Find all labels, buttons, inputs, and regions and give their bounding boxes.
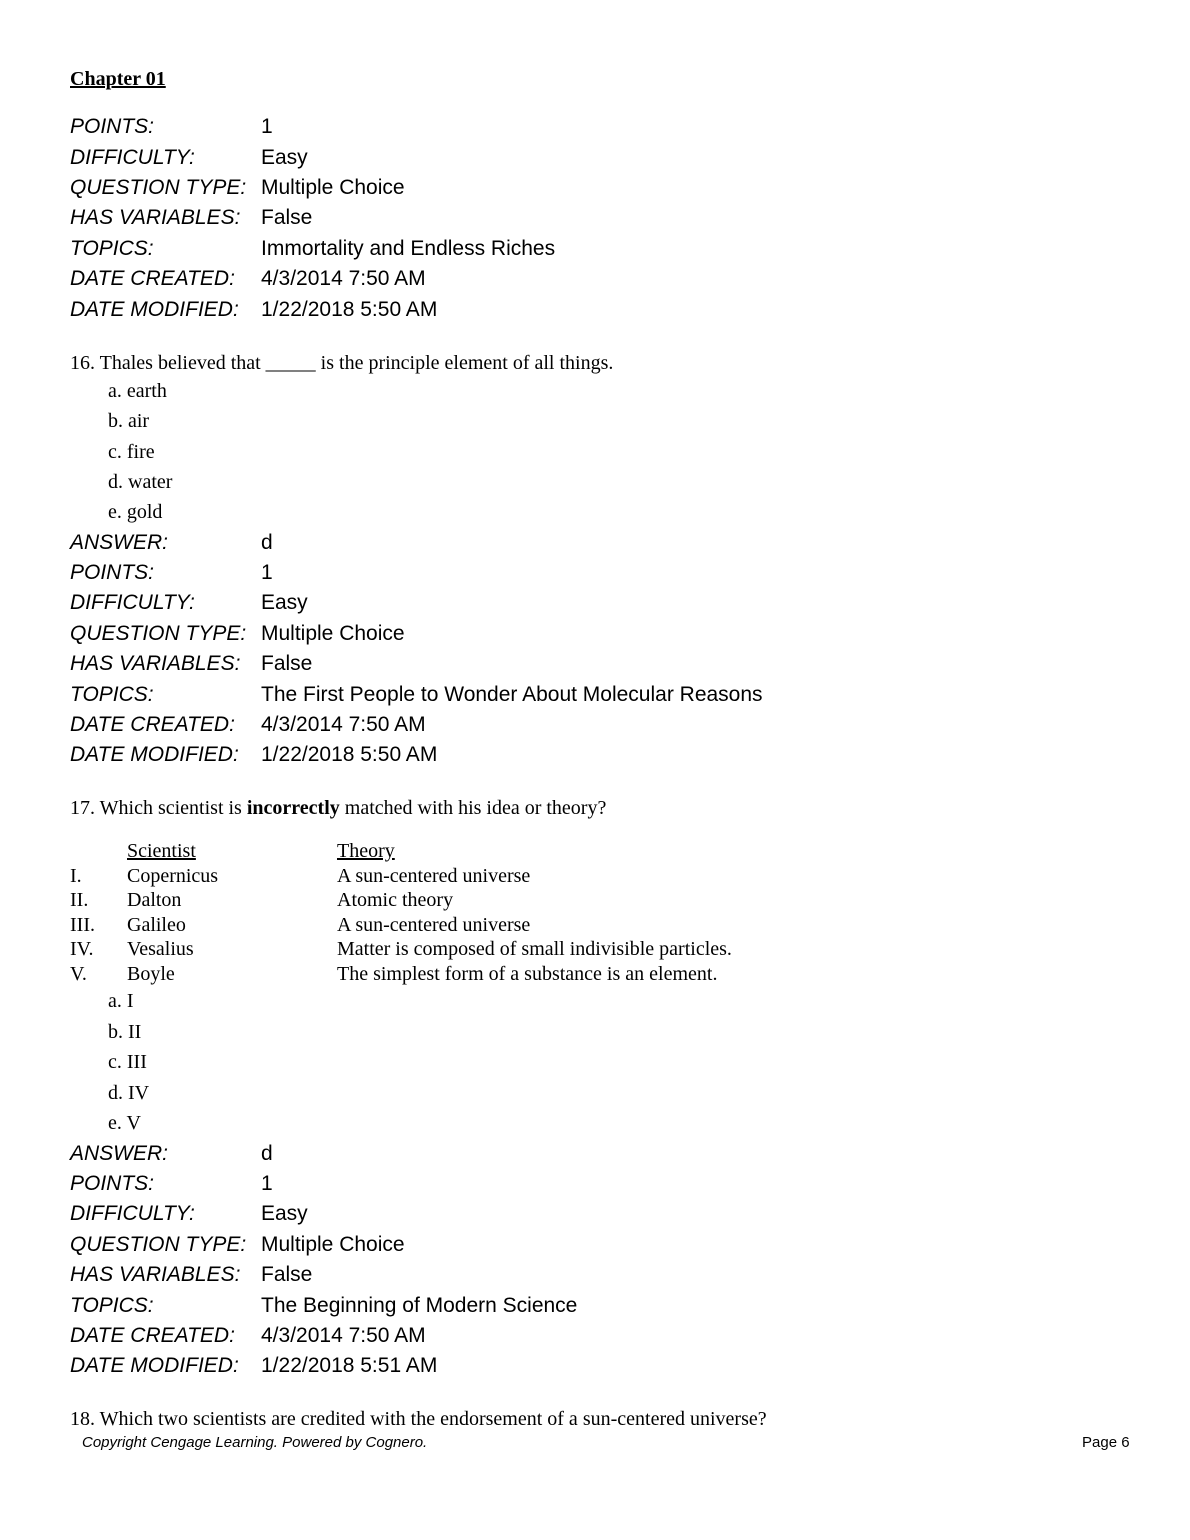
table-row-numeral: IV.	[70, 938, 94, 960]
meta-label: DIFFICULTY:	[70, 1202, 195, 1225]
question-18-text: 18. Which two scientists are credited with the endorsement of a sun-centered universe?	[70, 1408, 767, 1430]
q17-choice-d: d. IV	[108, 1082, 150, 1104]
meta-value: d	[261, 531, 273, 554]
meta-value: False	[261, 652, 313, 675]
meta-label: HAS VARIABLES:	[70, 206, 241, 229]
meta-value: False	[261, 206, 313, 229]
question-17-text	[70, 795, 606, 821]
table-row-theory: A sun-centered universe	[337, 914, 531, 936]
meta-label: ANSWER:	[70, 531, 169, 554]
q17-choice-e: e. V	[108, 1112, 141, 1134]
meta-value: Multiple Choice	[261, 176, 405, 199]
table-row-numeral: III.	[70, 914, 95, 936]
meta-label: QUESTION TYPE:	[70, 622, 247, 645]
meta-value: 1/22/2018 5:51 AM	[261, 1354, 438, 1377]
meta-label: POINTS:	[70, 561, 155, 584]
meta-label: DATE MODIFIED:	[70, 1354, 239, 1377]
footer-copyright: Copyright Cengage Learning. Powered by Cognero.	[82, 1434, 428, 1451]
meta-value: Multiple Choice	[261, 1233, 405, 1256]
meta-value: 1	[261, 561, 273, 584]
q16-choice-b: b. air	[108, 410, 150, 432]
meta-value: The Beginning of Modern Science	[261, 1294, 578, 1317]
table-row-scientist: Dalton	[127, 889, 182, 911]
meta-value: False	[261, 1263, 313, 1286]
question-17-emphasis: incorrectly	[246, 797, 340, 819]
footer-page-number: Page 6	[1082, 1434, 1130, 1451]
meta-value: 1	[261, 115, 273, 138]
q17-choice-b: b. II	[108, 1021, 142, 1043]
table-row-theory: Atomic theory	[337, 889, 454, 911]
meta-label: TOPICS:	[70, 1294, 154, 1317]
meta-label: DATE MODIFIED:	[70, 743, 239, 766]
meta-value: Easy	[261, 146, 308, 169]
table-row-scientist: Boyle	[127, 963, 175, 985]
meta-label: POINTS:	[70, 1172, 155, 1195]
meta-label: HAS VARIABLES:	[70, 652, 241, 675]
table-row-theory: A sun-centered universe	[337, 865, 531, 887]
meta-value: 1/22/2018 5:50 AM	[261, 298, 438, 321]
meta-value: Easy	[261, 1202, 308, 1225]
meta-label: TOPICS:	[70, 683, 154, 706]
table-row-numeral: V.	[70, 963, 87, 985]
q17-choice-c: c. III	[108, 1051, 147, 1073]
meta-label: DATE CREATED:	[70, 267, 235, 290]
question-17-suffix: matched with his idea or theory?	[339, 797, 607, 819]
question-16-text: 16. Thales believed that _____ is the principle element of all things.	[70, 352, 614, 374]
meta-value: 1/22/2018 5:50 AM	[261, 743, 438, 766]
meta-value: Multiple Choice	[261, 622, 405, 645]
q16-choice-e: e. gold	[108, 501, 163, 523]
table-row-theory: Matter is composed of small indivisible particles.	[337, 938, 732, 960]
meta-label: DATE MODIFIED:	[70, 298, 239, 321]
meta-label: DATE CREATED:	[70, 1324, 235, 1347]
chapter-title: Chapter 01	[70, 68, 166, 90]
table-row-scientist: Galileo	[127, 914, 186, 936]
question-17-prefix: 17. Which scientist is	[70, 797, 247, 819]
meta-value: d	[261, 1142, 273, 1165]
table-row-scientist: Vesalius	[127, 938, 194, 960]
q16-choice-d: d. water	[108, 471, 173, 493]
meta-value: 1	[261, 1172, 273, 1195]
meta-value: 4/3/2014 7:50 AM	[261, 1324, 426, 1347]
meta-label: DIFFICULTY:	[70, 591, 195, 614]
meta-value: 4/3/2014 7:50 AM	[261, 267, 426, 290]
table-row-scientist: Copernicus	[127, 865, 219, 887]
meta-value: Immortality and Endless Riches	[261, 237, 556, 260]
table-row-theory: The simplest form of a substance is an element.	[337, 963, 718, 985]
table-header-scientist: Scientist	[127, 840, 196, 862]
meta-label: DATE CREATED:	[70, 713, 235, 736]
meta-label: QUESTION TYPE:	[70, 1233, 247, 1256]
q16-choice-a: a. earth	[108, 380, 167, 402]
meta-label: POINTS:	[70, 115, 155, 138]
meta-value: 4/3/2014 7:50 AM	[261, 713, 426, 736]
meta-value: Easy	[261, 591, 308, 614]
meta-label: TOPICS:	[70, 237, 154, 260]
meta-value: The First People to Wonder About Molecular Reasons	[261, 683, 763, 706]
q17-choice-a: a. I	[108, 990, 134, 1012]
q16-choice-c: c. fire	[108, 441, 155, 463]
meta-label: DIFFICULTY:	[70, 146, 195, 169]
meta-label: QUESTION TYPE:	[70, 176, 247, 199]
meta-label: ANSWER:	[70, 1142, 169, 1165]
meta-label: HAS VARIABLES:	[70, 1263, 241, 1286]
table-row-numeral: II.	[70, 889, 89, 911]
table-row-numeral: I.	[70, 865, 82, 887]
table-header-theory: Theory	[337, 840, 395, 862]
